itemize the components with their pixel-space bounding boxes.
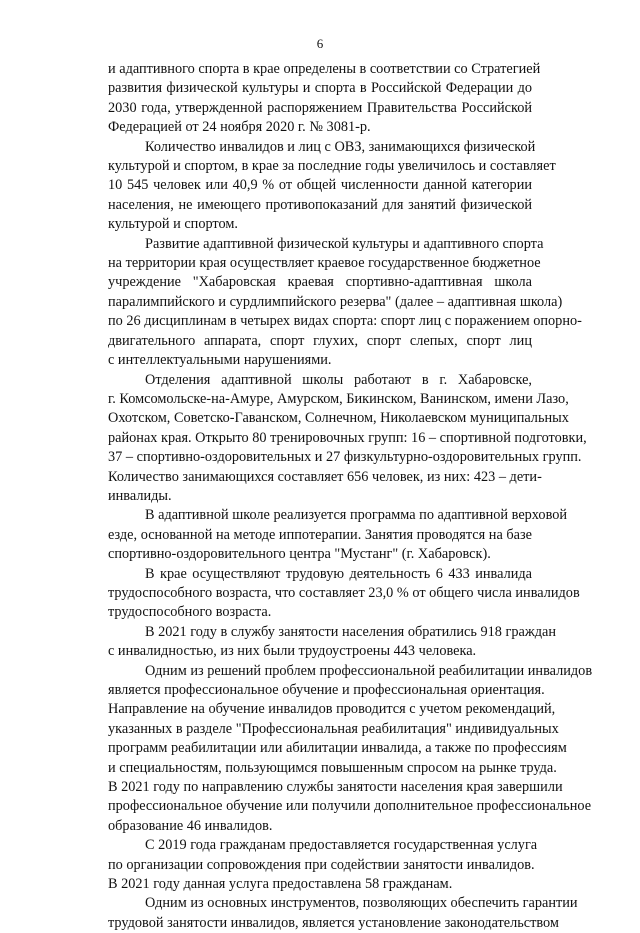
text-line: Направление на обучение инвалидов проводится с учетом рекомендаций, (108, 701, 556, 718)
text-line: Охотском, Советско-Гаванском, Солнечном, Николаевском муниципальных (108, 410, 569, 427)
text-line: трудовой занятости инвалидов, является установление законодательством (108, 914, 559, 931)
text-line: населения, не имеющего противопоказаний для занятий физической (108, 196, 532, 213)
document-body (108, 60, 593, 933)
text-line: профессиональное обучение или получили дополнительное профессиональное (108, 798, 592, 815)
text-line: инвалиды. (108, 487, 172, 504)
text-line: развития физической культуры и спорта в Российской Федерации до (108, 80, 532, 97)
paragraph (108, 371, 587, 507)
text-line: по 26 дисциплинам в четырех видах спорта: спорт лиц с поражением опорно- (108, 313, 582, 330)
text-line: по организации сопровождения при содействии занятости инвалидов. (108, 856, 535, 873)
paragraph (108, 506, 568, 564)
text-line: С 2019 года гражданам предоставляется государственная услуга (145, 837, 538, 854)
text-line: является профессиональное обучение и профессиональная ориентация. (108, 682, 545, 698)
text-line: Развитие адаптивной физической культуры и адаптивного спорта (145, 235, 544, 252)
text-line: Федерацией от 24 ноября 2020 г. № 3081-р. (108, 119, 371, 136)
paragraph (108, 836, 538, 894)
text-line: и адаптивного спорта в крае определены в соответствии со Стратегией (108, 61, 541, 77)
text-line: образование 46 инвалидов. (108, 817, 273, 834)
text-line: культурой и спортом, в крае за последние годы увеличилось и составляет (108, 158, 556, 175)
text-line: Отделения адаптивной школы работают в г. Хабаровске, (145, 371, 532, 388)
text-line: езде, основанной на методе иппотерапии. Занятия проводятся на базе (108, 526, 532, 543)
text-line: 2030 года, утвержденной распоряжением Правительства Российской (108, 99, 532, 116)
text-line: В адаптивной школе реализуется программа по адаптивной верховой (145, 507, 568, 524)
text-line: указанных в разделе "Профессиональная реабилитация" индивидуальных (108, 720, 559, 737)
text-line: В 2021 году данная услуга предоставлена 58 гражданам. (108, 876, 453, 893)
text-line: Количество занимающихся составляет 656 человек, из них: 423 – дети- (108, 468, 542, 485)
text-line: районах края. Открыто 80 тренировочных групп: 16 – спортивной подготовки, (108, 429, 587, 446)
text-line: В 2021 году по направлению службы занятости населения края завершили (108, 779, 563, 796)
text-line: Количество инвалидов и лиц с ОВЗ, занимающихся физической (145, 138, 536, 155)
text-line: культурой и спортом. (108, 216, 238, 233)
text-line: трудоспособного возраста, что составляет 23,0 % от общего числа инвалидов (108, 584, 580, 601)
paragraph (108, 662, 593, 837)
text-line: трудоспособного возраста. (108, 604, 272, 621)
text-line: программ реабилитации или абилитации инвалида, а также по профессиям (108, 740, 567, 757)
text-line: 10 545 человек или 40,9 % от общей численности данной категории (108, 177, 532, 194)
text-line: учреждение "Хабаровская краевая спортивно-адаптивная школа (108, 274, 532, 291)
text-line: и специальностям, пользующимся повышенным спросом на рынке труда. (108, 759, 557, 776)
text-line: с инвалидностью, из них были трудоустроены 443 человека. (108, 643, 477, 660)
text-line: г. Комсомольске-на-Амуре, Амурском, Бикинском, Ванинском, имени Лазо, (108, 390, 569, 407)
page-number: 6 (316, 36, 324, 51)
text-line: В крае осуществляют трудовую деятельность 6 433 инвалида (145, 565, 532, 582)
text-line: 37 – спортивно-оздоровительных и 27 физкультурно-оздоровительных групп. (108, 449, 582, 466)
text-line: паралимпийского и сурдлимпийского резерва" (далее – адаптивная школа) (108, 293, 563, 310)
paragraph (108, 894, 578, 933)
text-line: с интеллектуальными нарушениями. (108, 352, 332, 369)
text-line: В 2021 году в службу занятости населения обратились 918 граждан (145, 623, 557, 640)
text-line: спортивно-оздоровительного центра "Мустанг" (г. Хабаровск). (108, 546, 491, 563)
paragraph (108, 235, 582, 371)
text-line: Одним из основных инструментов, позволяющих обеспечить гарантии (145, 895, 578, 912)
text-line: на территории края осуществляет краевое государственное бюджетное (108, 255, 541, 272)
paragraph (108, 565, 580, 623)
paragraph (108, 60, 541, 138)
text-line: Одним из решений проблем профессиональной реабилитации инвалидов (145, 662, 593, 679)
paragraph (108, 138, 556, 235)
text-line: двигательного аппарата, спорт глухих, спорт слепых, спорт лиц (108, 332, 532, 349)
paragraph (108, 623, 557, 662)
